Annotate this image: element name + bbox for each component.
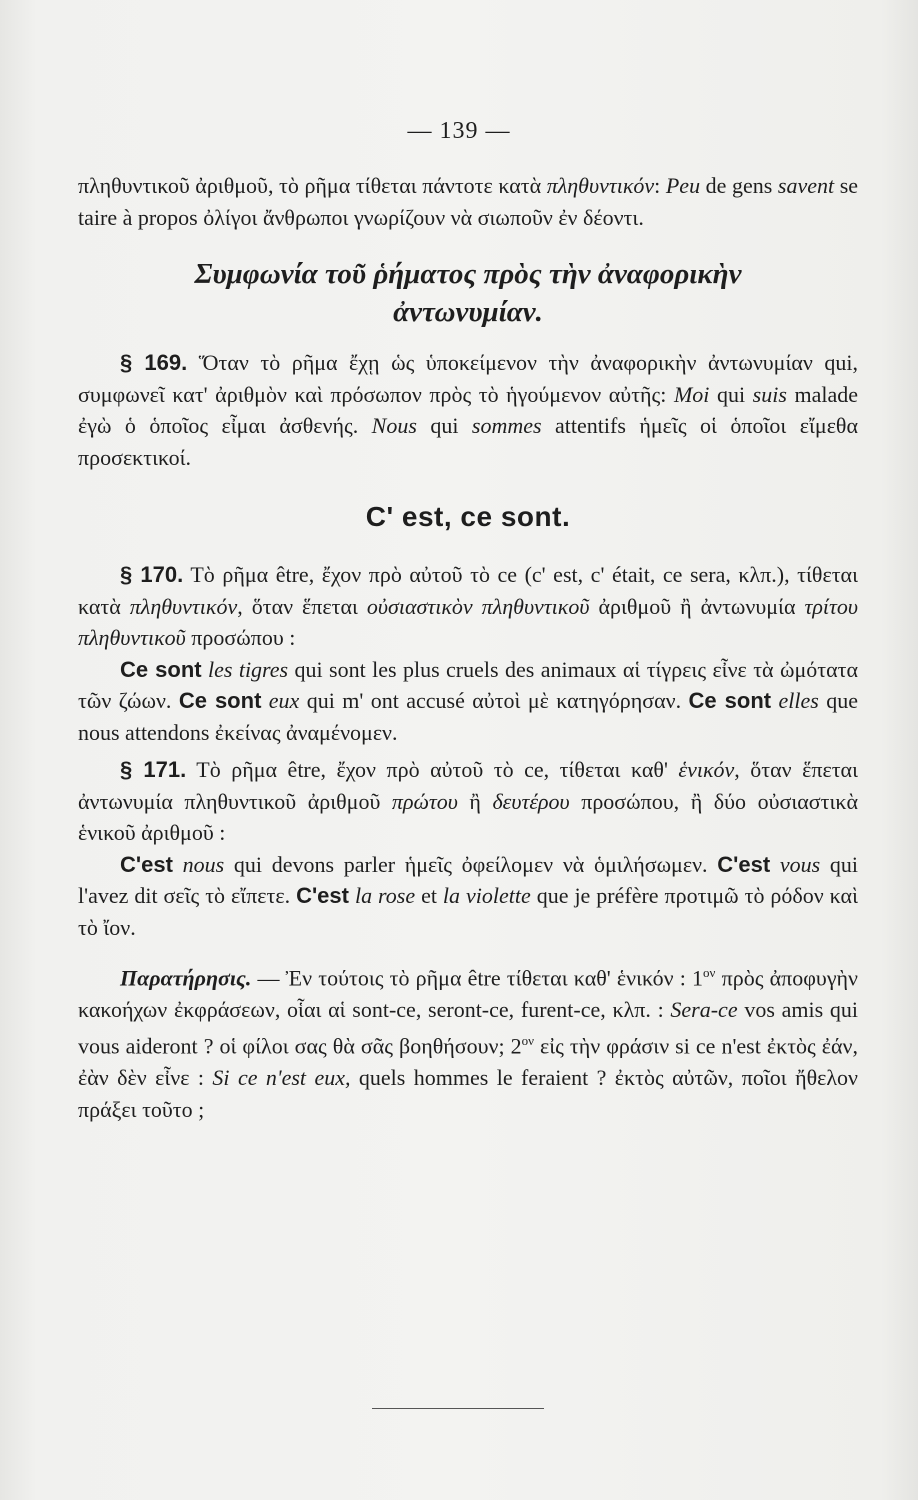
section-number: § 170.: [120, 562, 184, 587]
heading-line-2: ἀντωνυμίαν.: [393, 296, 543, 328]
text-run-bold: Ce sont: [178, 688, 262, 713]
text-run-bold: C'est: [120, 851, 173, 877]
text-run: ἢ: [457, 788, 493, 814]
text-run-bold: Ce sont: [120, 656, 202, 682]
text-run-italic: les tigres: [207, 656, 289, 682]
text-run: , ὅταν ἕπεται: [237, 593, 367, 619]
section-heading-agreement: [78, 255, 858, 331]
section-170: [78, 559, 858, 654]
text-run: attentifs ἡμεῖς οἱ ὁποῖοι εἴμεθα προσεκτικοί.: [78, 413, 858, 470]
text-run-italic: τρίτου πληθυντικοῦ: [78, 593, 858, 650]
text-run: qui: [709, 381, 753, 407]
text-run-italic: πληθυντικόν: [546, 173, 655, 198]
examples-170: [78, 654, 858, 749]
text-run-italic: οὐσιαστικὸν πληθυντικοῦ: [366, 593, 590, 619]
text-run: Τὸ ρῆμα être, ἔχον πρὸ αὐτοῦ τὸ ce (c' est, c' était, ce sera, κλπ.), τίθεται κατὰ: [78, 562, 858, 619]
text-run: que je préfère προτιμῶ τὸ ρόδον καὶ τὸ ἴον.: [78, 883, 858, 940]
section-169: [78, 347, 858, 473]
text-run: quels hommes le feraient ? ἐκτὸς αὐτῶν, ποῖοι ἤθελον πράξει τοῦτο ;: [78, 1065, 858, 1122]
text-run: εἰς τὴν φράσιν si ce n'est ἐκτὸς ἐάν, ἐὰν δὲν εἶνε :: [78, 1033, 858, 1091]
text-run-bold: C'est: [717, 851, 771, 877]
text-run-italic: πρώτου: [391, 788, 458, 814]
text-run-italic: Si ce n'est eux,: [212, 1065, 351, 1091]
text-run: πληθυντικοῦ ἀριθμοῦ, τὸ ρῆμα τίθεται πάντοτε κατὰ: [78, 173, 547, 198]
section-number: § 169.: [120, 350, 188, 375]
text-run: :: [654, 173, 666, 198]
remark-paragraph: [78, 957, 858, 1125]
text-run-italic: Moi: [673, 381, 710, 407]
text-run: Ὅταν τὸ ρῆμα ἔχῃ ὡς ὑποκείμενον τὴν ἀναφορικὴν ἀντωνυμίαν qui, συμφωνεῖ κατ' ἀριθμὸν καὶ πρόσωπον πρὸς τὸ ἡγούμενον αὐτῆς:: [78, 350, 858, 407]
text-run-italic: sommes: [471, 413, 542, 438]
text-run-italic: ἑνικόν: [678, 757, 735, 782]
section-171: [78, 754, 858, 849]
section-number: § 171.: [120, 757, 187, 782]
text-run: de gens: [700, 173, 778, 198]
text-run: ἀριθμοῦ ἢ ἀντωνυμία: [589, 593, 805, 619]
remark-label: Παρατήρησις.: [120, 965, 252, 991]
superscript: ον: [703, 965, 716, 980]
page-body: [78, 170, 858, 1125]
text-run: Τὸ ρῆμα être, ἔχον πρὸ αὐτοῦ τὸ ce, τίθεται καθ': [186, 757, 679, 782]
text-run-italic: δευτέρου: [492, 788, 570, 814]
text-run-italic: savent: [777, 173, 835, 198]
text-run: qui l'avez dit σεῖς τὸ εἴπετε.: [78, 851, 859, 908]
footnote-separator-line: [372, 1408, 544, 1409]
text-run-italic: Peu: [665, 173, 701, 198]
text-run: qui sont les plus cruels des animaux αἱ τίγρεις εἶνε τὰ ὠμότατα τῶν ζώων.: [78, 656, 858, 713]
text-run: qui m' ont accusé αὐτοὶ μὲ κατηγόρησαν.: [299, 688, 689, 713]
text-run: qui devons parler ἡμεῖς ὀφείλομεν νὰ ὁμιλήσωμεν.: [224, 851, 718, 877]
text-run: , ὅταν ἕπεται ἀντωνυμία πληθυντικοῦ ἀριθμοῦ: [78, 757, 858, 814]
text-run: προσώπου, ἢ δύο οὐσιαστικὰ ἑνικοῦ ἀριθμοῦ :: [78, 788, 858, 845]
examples-171: [78, 849, 858, 944]
text-run: et: [415, 883, 443, 908]
text-run-italic: elles: [778, 688, 819, 713]
text-run: πρὸς ἀποφυγὴν κακοήχων ἐκφράσεων, οἷαι αἱ sont-ce, seront-ce, furent-ce, κλπ. :: [78, 965, 858, 1022]
text-run-italic: la rose: [354, 883, 416, 908]
text-run: qui: [416, 413, 472, 438]
text-run-italic: πληθυντικόν: [129, 593, 238, 619]
text-run-italic: Sera-ce: [670, 996, 738, 1022]
text-run: προσώπου :: [185, 625, 296, 650]
heading-line-1: Συμφωνία τοῦ ῥήματος πρὸς τὴν ἀναφορικὴν: [194, 258, 742, 290]
paragraph-continuation: [78, 170, 858, 233]
text-run: malade ἐγὼ ὁ ὁποῖος εἶμαι ἀσθενής.: [78, 381, 858, 438]
text-run-italic: suis: [752, 381, 787, 407]
text-run: que nous attendons ἐκείνας ἀναμένομεν.: [78, 688, 858, 745]
text-run-italic: eux: [268, 688, 300, 713]
text-run-bold: Ce sont: [688, 688, 772, 713]
text-run: — Ἐν τούτοις τὸ ρῆμα être τίθεται καθ' ἑνικόν : 1: [251, 965, 704, 991]
text-run-italic: vous: [779, 851, 821, 877]
text-run-italic: la violette: [442, 883, 531, 908]
text-run-bold: C'est: [296, 883, 349, 908]
text-run-italic: nous: [182, 851, 225, 877]
text-run: vos amis qui vous aideront ? οἱ φίλοι σας θὰ σᾶς βοηθήσουν; 2: [78, 996, 858, 1059]
text-run: se taire à propos ὀλίγοι ἄνθρωποι γνωρίζουν νὰ σιωποῦν ἐν δέοντι.: [78, 173, 859, 230]
text-run-italic: Nous: [371, 413, 417, 438]
superscript: ον: [521, 1033, 534, 1049]
section-heading-cest-ce-sont: C' est, ce sont.: [365, 501, 571, 532]
page-number: — 139 —: [407, 118, 511, 144]
